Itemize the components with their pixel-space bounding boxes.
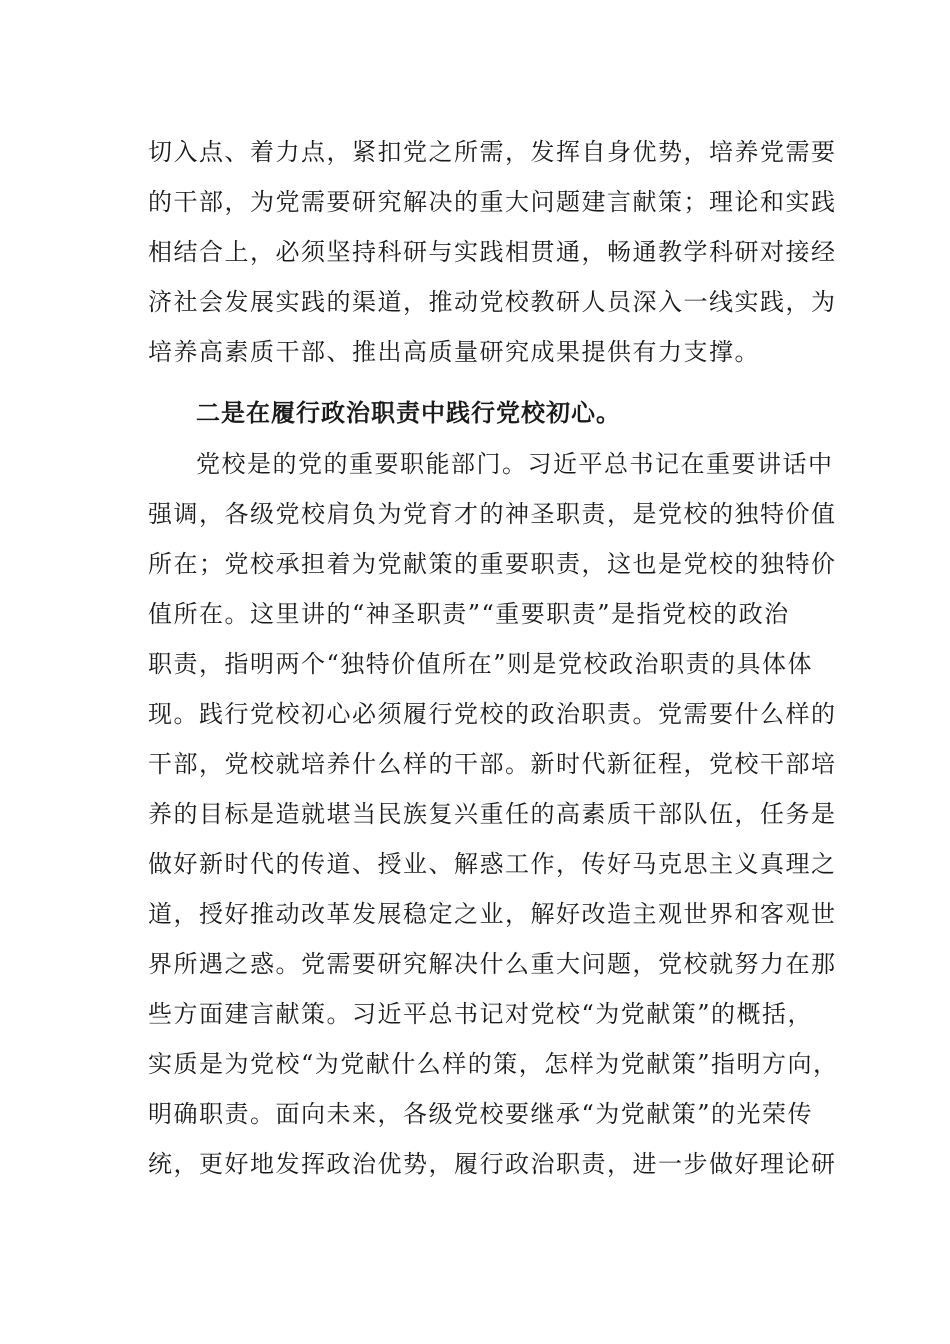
paragraph-2-line-9: 做好新时代的传道、授业、解惑工作，传好马克思主义真理之 — [148, 850, 837, 878]
paragraph-2-line-14: 明确职责。面向未来，各级党校要继承“为党献策”的光荣传 — [148, 1100, 814, 1128]
paragraph-1-line-3: 相结合上，必须坚持科研与实践相贯通，畅通教学科研对接经 — [148, 238, 837, 266]
paragraph-2-line-10: 道，授好推动改革发展稳定之业，解好改造主观世界和客观世 — [148, 900, 837, 928]
paragraph-2-line-11: 界所遇之惑。党需要研究解决什么重大问题，党校就努力在那 — [148, 950, 837, 978]
section-heading: 二是在履行政治职责中践行党校初心。 — [196, 399, 621, 427]
paragraph-1-line-4: 济社会发展实践的渠道，推动党校教研人员深入一线实践，为 — [148, 288, 837, 316]
paragraph-2-line-3: 所在；党校承担着为党献策的重要职责，这也是党校的独特价 — [148, 550, 837, 578]
paragraph-2-line-5: 职责，指明两个“独特价值所在”则是党校政治职责的具体体 — [148, 650, 814, 678]
paragraph-2-line-12: 些方面建言献策。习近平总书记对党校“为党献策”的概括， — [148, 1000, 814, 1028]
paragraph-2-line-4: 值所在。这里讲的“神圣职责”“重要职责”是指党校的政治 — [148, 600, 790, 628]
paragraph-2-line-8: 养的目标是造就堪当民族复兴重任的高素质干部队伍，任务是 — [148, 800, 837, 828]
paragraph-2-line-13: 实质是为党校“为党献什么样的策，怎样为党献策”指明方向， — [148, 1050, 839, 1078]
paragraph-2-line-6: 现。践行党校初心必须履行党校的政治职责。党需要什么样的 — [148, 700, 837, 728]
paragraph-1-line-1: 切入点、着力点，紧扣党之所需，发挥自身优势，培养党需要 — [148, 138, 837, 166]
paragraph-2-line-15: 统，更好地发挥政治优势，履行政治职责，进一步做好理论研 — [148, 1150, 837, 1178]
paragraph-2-line-1: 党校是的党的重要职能部门。习近平总书记在重要讲话中 — [196, 450, 834, 478]
paragraph-1-line-2: 的干部，为党需要研究解决的重大问题建言献策；理论和实践 — [148, 188, 837, 216]
paragraph-2-line-7: 干部，党校就培养什么样的干部。新时代新征程，党校干部培 — [148, 750, 837, 778]
paragraph-2-line-2: 强调，各级党校肩负为党育才的神圣职责，是党校的独特价值 — [148, 500, 837, 528]
paragraph-1-line-5: 培养高素质干部、推出高质量研究成果提供有力支撑。 — [148, 338, 760, 366]
